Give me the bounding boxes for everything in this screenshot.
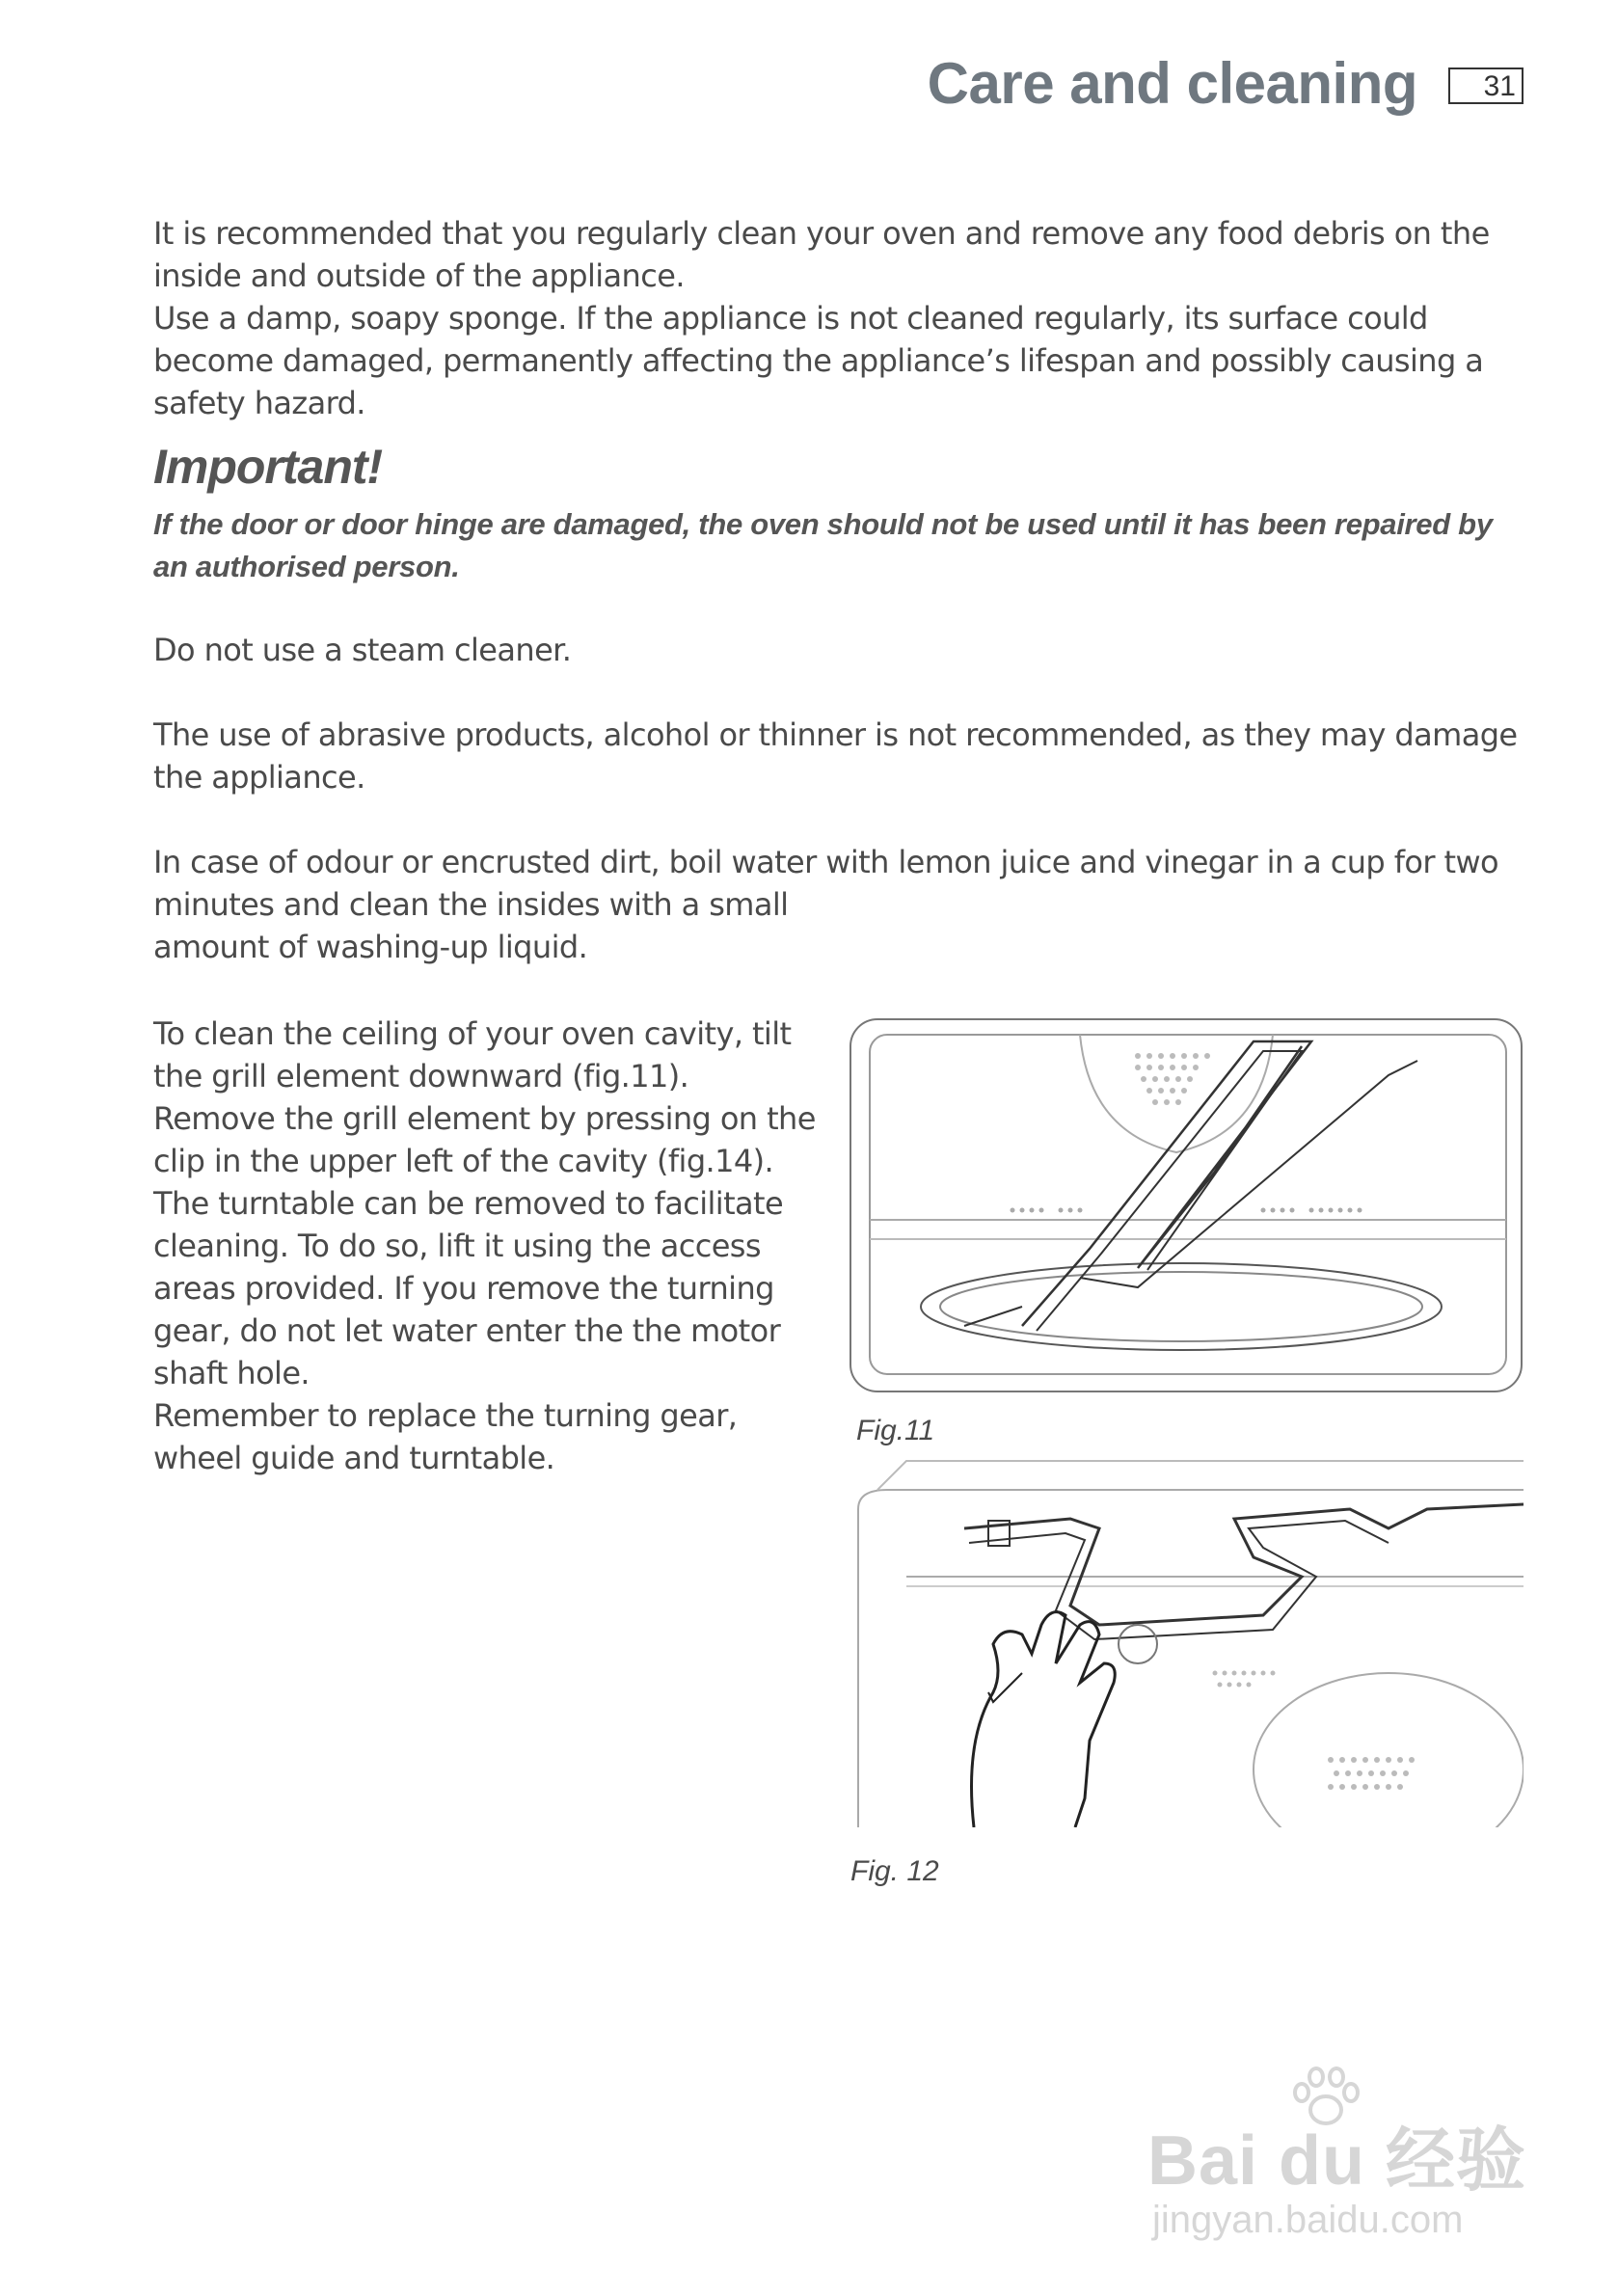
odour-line-3: amount of washing-up liquid. bbox=[153, 929, 588, 965]
page-number: 31 bbox=[1448, 68, 1524, 104]
intro-paragraph-1: It is recommended that you regularly clean your oven and remove any food debris on the inside and outside of the appliance. bbox=[153, 215, 1490, 294]
replace-paragraph: Remember to replace the turning gear, wheel guide and turntable. bbox=[153, 1397, 738, 1476]
intro-section bbox=[153, 212, 1523, 424]
turntable-paragraph: The turntable can be removed to facilitate cleaning. To do so, lift it using the access areas provided. If you remove the turning gear, do not let water enter the the motor shaft hole. bbox=[153, 1185, 784, 1391]
fig11-illustration bbox=[849, 1017, 1524, 1393]
steam-paragraph: Do not use a steam cleaner. bbox=[153, 632, 572, 668]
odour-line-1: In case of odour or encrusted dirt, boil water with lemon juice and vinegar in a cup for two bbox=[153, 844, 1498, 880]
watermark-brand: Bai du 经验 bbox=[1147, 2122, 1527, 2200]
baidu-watermark bbox=[1147, 2064, 1552, 2247]
ceiling-paragraph: To clean the ceiling of your oven cavity, tilt the grill element downward (fig.11). bbox=[153, 1015, 792, 1094]
important-heading: Important! bbox=[153, 440, 383, 494]
cleaning-instructions bbox=[153, 1013, 828, 1479]
fig12-caption: Fig. 12 bbox=[850, 1855, 939, 1887]
odour-line-2: minutes and clean the insides with a small bbox=[153, 886, 789, 923]
warning-text: If the door or door hinge are damaged, the oven should not be used until it has been repaired by an authorised person. bbox=[153, 507, 1493, 583]
grill-removal-paragraph: Remove the grill element by pressing on the clip in the upper left of the cavity (fig.14). bbox=[153, 1100, 816, 1179]
intro-paragraph-2: Use a damp, soapy sponge. If the appliance is not cleaned regularly, its surface could become damaged, permanently affecting the appliance’s lifespan and possibly causing a safety hazard. bbox=[153, 300, 1484, 421]
fig11-caption: Fig.11 bbox=[856, 1415, 935, 1446]
page-title: Care and cleaning bbox=[927, 51, 1417, 116]
abrasive-paragraph: The use of abrasive products, alcohol or thinner is not recommended, as they may damage the appliance. bbox=[153, 716, 1518, 796]
watermark-url: jingyan.baidu.com bbox=[1152, 2199, 1464, 2241]
odour-paragraph bbox=[153, 841, 1523, 968]
fig12-illustration bbox=[849, 1451, 1524, 1827]
